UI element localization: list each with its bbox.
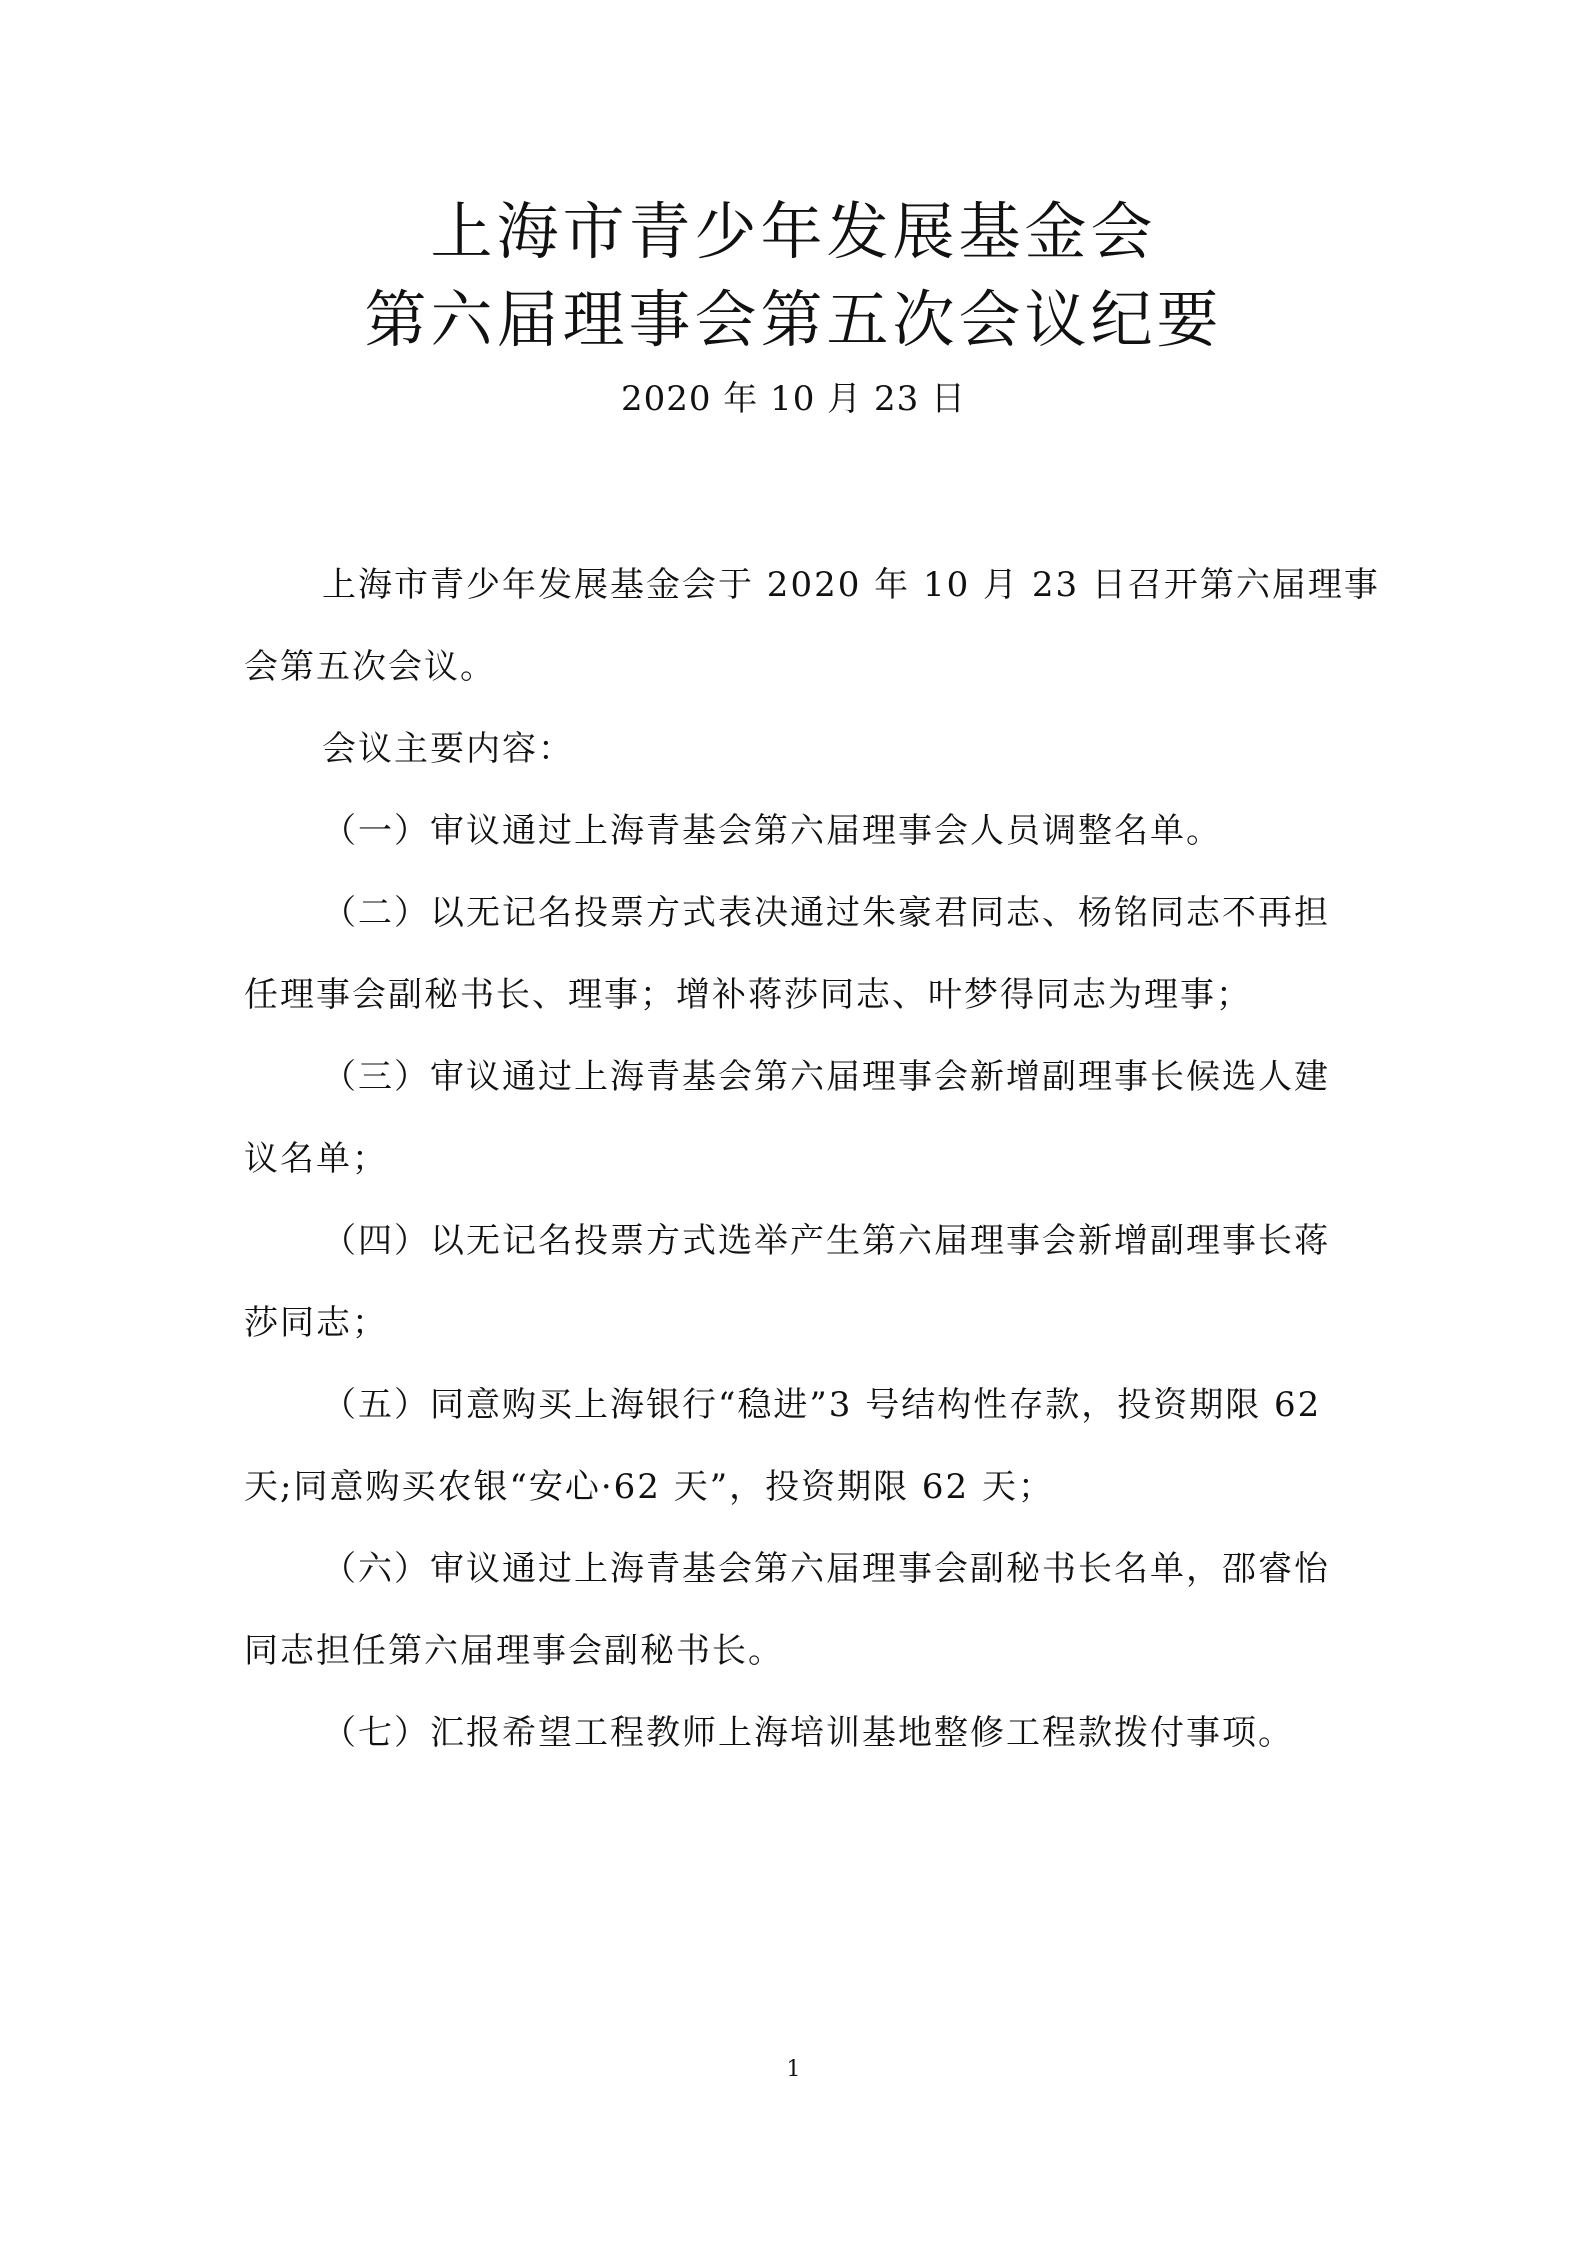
body-line-1: 上海市青少年发展基金会于 2020 年 10 月 23 日召开第六届理事 (322, 565, 1380, 605)
body-line-13: （六）审议通过上海青基会第六届理事会副秘书长名单，邵睿怡 (322, 1549, 1330, 1589)
meeting-date: 2020 年 10 月 23 日 (620, 379, 967, 419)
body-line-15: （七）汇报希望工程教师上海培训基地整修工程款拨付事项。 (322, 1713, 1294, 1753)
body-line-4: （一）审议通过上海青基会第六届理事会人员调整名单。 (322, 811, 1222, 851)
body-line-12: 天;同意购买农银“安心·62 天”，投资期限 62 天； (244, 1467, 1054, 1507)
document-title-line-2: 第六届理事会第五次会议纪要 (364, 283, 1223, 356)
body-line-5: （二）以无记名投票方式表决通过朱豪君同志、杨铭同志不再担 (322, 893, 1330, 933)
body-line-14: 同志担任第六届理事会副秘书长。 (244, 1631, 784, 1671)
body-line-7: （三）审议通过上海青基会第六届理事会新增副理事长候选人建 (322, 1057, 1330, 1097)
body-line-6: 任理事会副秘书长、理事；增补蒋莎同志、叶梦得同志为理事； (244, 975, 1252, 1015)
body-line-3: 会议主要内容： (322, 729, 574, 769)
body-line-9: （四）以无记名投票方式选举产生第六届理事会新增副理事长蒋 (322, 1221, 1330, 1261)
document-title-line-1: 上海市青少年发展基金会 (430, 195, 1157, 268)
body-line-11: （五）同意购买上海银行“稳进”3 号结构性存款，投资期限 62 (322, 1385, 1322, 1425)
page-number: 1 (786, 2057, 801, 2082)
body-line-2: 会第五次会议。 (244, 647, 496, 687)
body-line-10: 莎同志； (244, 1303, 388, 1343)
body-line-8: 议名单； (244, 1139, 388, 1179)
